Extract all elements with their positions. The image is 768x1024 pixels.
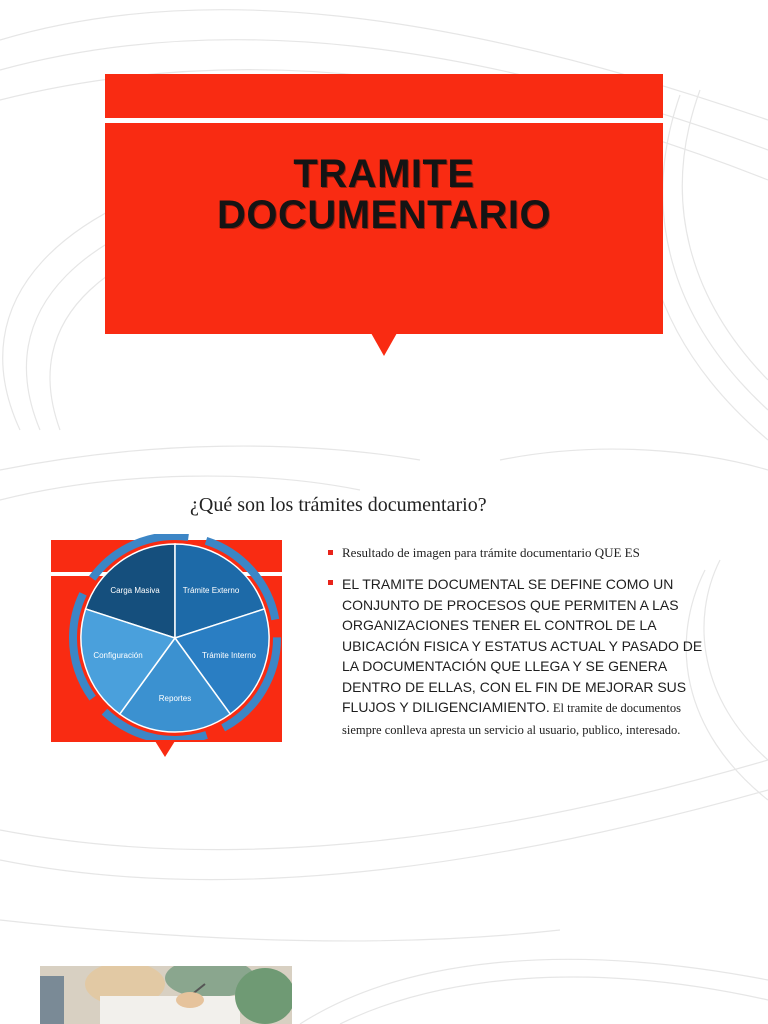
title-banner (105, 74, 663, 334)
banner-pointer (371, 333, 397, 356)
title-line-1: TRAMITE (293, 152, 475, 196)
definition-bullets (328, 544, 718, 740)
slide-subtitle: ¿Qué son los trámites documentario? (190, 494, 487, 516)
banner-stripe (105, 118, 663, 123)
bullet-text: Resultado de imagen para trámite documentario QUE ES (342, 545, 640, 560)
segment-label-tramite-interno: Trámite Interno (202, 651, 256, 660)
diagram-pointer (155, 741, 175, 757)
slide-photo (40, 966, 292, 1024)
segment-label-carga-masiva: Carga Masiva (110, 586, 160, 595)
bullet-item (328, 544, 718, 562)
segment-label-configuracion: Configuración (93, 651, 143, 660)
segment-label-tramite-externo: Trámite Externo (182, 586, 240, 595)
segment-label-reportes: Reportes (158, 694, 192, 703)
title-line-2: DOCUMENTARIO (216, 193, 552, 237)
photo-people-writing (40, 966, 292, 1024)
bullet-square-icon (328, 580, 333, 585)
process-cycle-diagram (51, 534, 282, 740)
bullet-item (328, 574, 718, 740)
bullet-text-tail: El tramite de documentos siempre conlleva apresta un servicio al usuario, publico, interesado. (342, 701, 681, 737)
bullet-text: EL TRAMITE DOCUMENTAL SE DEFINE COMO UN CONJUNTO DE PROCESOS QUE PERMITEN A LAS ORGANIZACIONES TENER EL CONTROL DE LA UBICACIÓN FISICA Y ESTATUS ACTUAL Y PASADO DE LA DOCUMENTACIÓN QUE LLEGA Y SE GENERA DENTRO DE ELLAS, CON EL FIN DE MEJORAR SUS FLUJOS Y DILIGENCIAMIENTO. (342, 576, 703, 715)
slide-title (105, 154, 663, 236)
bullet-square-icon (328, 550, 333, 555)
